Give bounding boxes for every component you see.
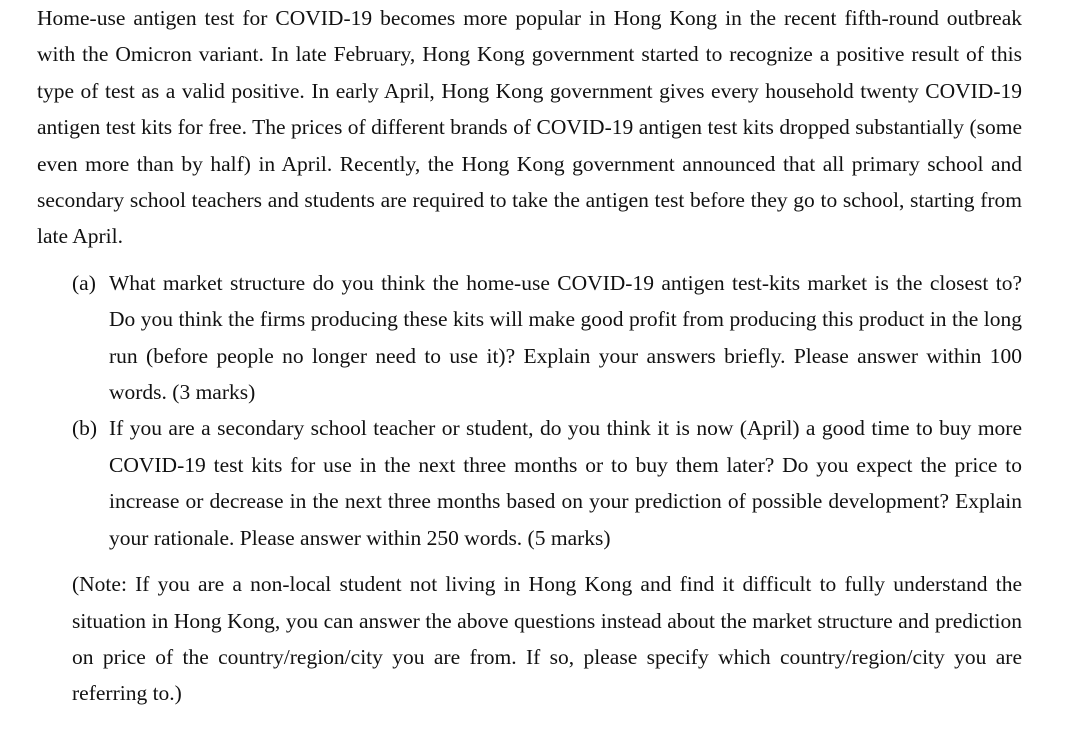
note-paragraph: (Note: If you are a non-local student not living in Hong Kong and find it difficult to fully understand the situation in Hong Kong, you can answer the above questions instead about the market structure and prediction on price of the country/region/city you are from. If so, please specify which country/region/city you are referring to.): [72, 572, 1022, 706]
question-b: [72, 410, 1022, 556]
question-b-text: If you are a secondary school teacher or student, do you think it is now (April) a good time to buy more COVID-19 test kits for use in the next three months or to buy them later? Do you expect the price to increase or decrease in the next three months based on your prediction of possible development? Explain your rationale. Please answer within 250 words. (5 marks): [109, 416, 1022, 550]
intro-paragraph: Home-use antigen test for COVID-19 becomes more popular in Hong Kong in the recent fifth-round outbreak with the Omicron variant. In late February, Hong Kong government started to recognize a positive result of this type of test as a valid positive. In early April, Hong Kong government gives every household twenty COVID-19 antigen test kits for free. The prices of different brands of COVID-19 antigen test kits dropped substantially (some even more than by half) in April. Recently, the Hong Kong government announced that all primary school and secondary school teachers and students are required to take the antigen test before they go to school, starting from late April.: [37, 6, 1022, 249]
question-a-label: (a): [72, 270, 96, 295]
document-page: [37, 0, 1022, 712]
question-b-label: (b): [72, 416, 98, 441]
question-a: [72, 265, 1022, 411]
question-list: [37, 265, 1022, 556]
question-a-text: What market structure do you think the home-use COVID-19 antigen test-kits market is the closest to? Do you think the firms producing these kits will make good profit from producing this product in the long run (before people no longer need to use it)? Explain your answers briefly. Please answer within 100 words. (3 marks): [109, 270, 1022, 405]
